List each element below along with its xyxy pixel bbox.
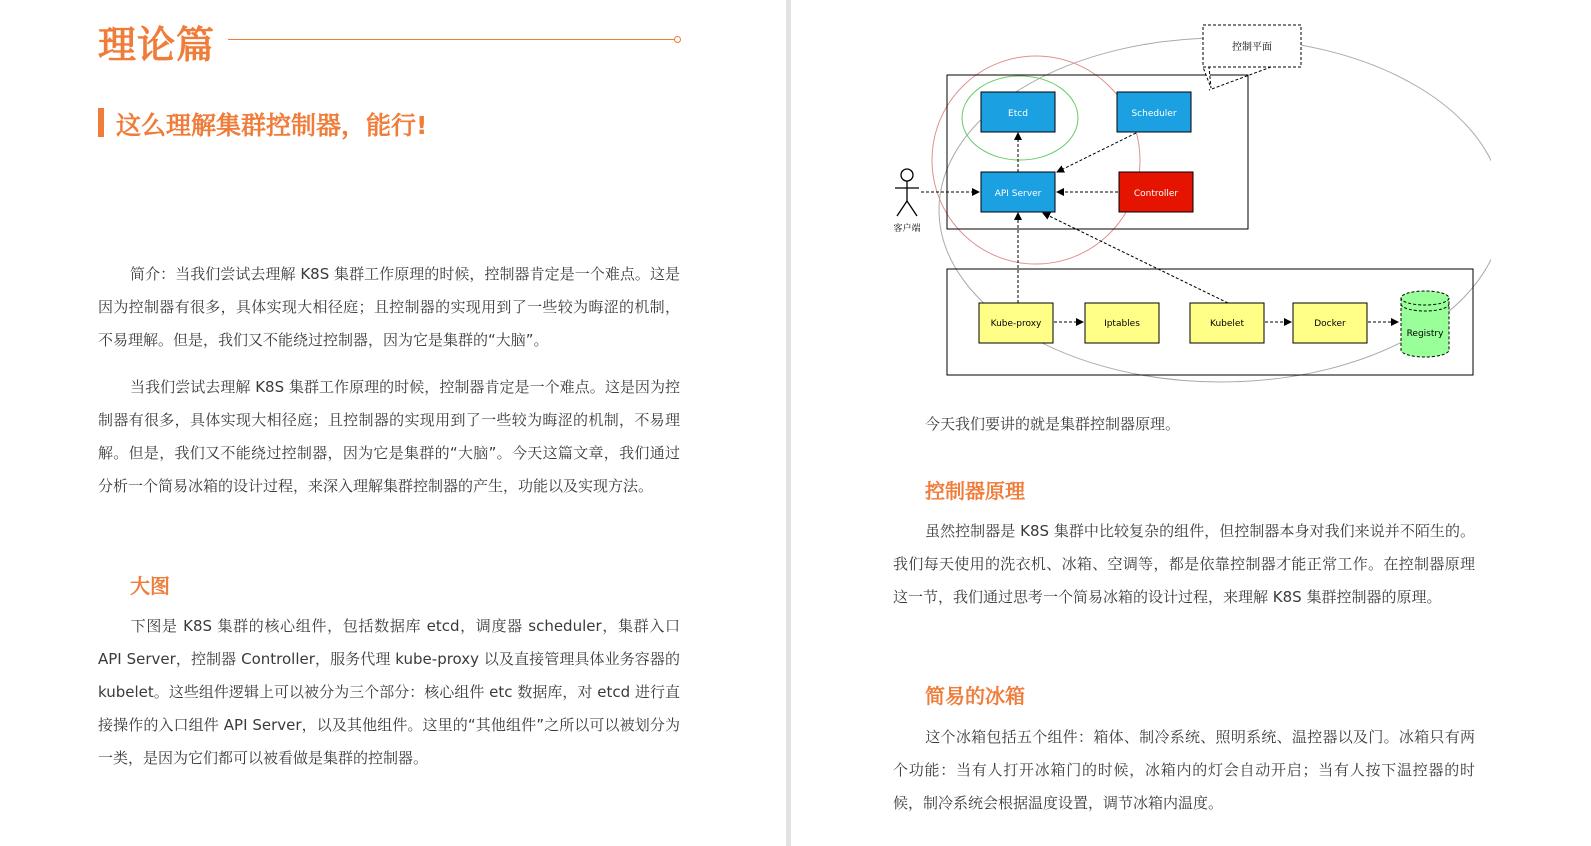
controller-loop-ellipse: [932, 56, 1140, 264]
docker-node: [1293, 303, 1367, 343]
subhead-big-picture: 大图: [130, 574, 170, 598]
svg-text:Etcd: Etcd: [1008, 109, 1028, 119]
chapter-title: 理论篇: [98, 23, 216, 67]
client-label: 客户端: [893, 224, 921, 234]
chapter-rule-end-dot: [674, 36, 681, 43]
svg-text:Kubelet: Kubelet: [1210, 319, 1244, 329]
svg-text:Controller: Controller: [1133, 189, 1179, 199]
kubelet-node: [1190, 303, 1264, 343]
left-page: [0, 0, 786, 846]
svg-text:Kube-proxy: Kube-proxy: [990, 319, 1042, 329]
subhead-controller-principle: 控制器原理: [925, 479, 1025, 503]
svg-text:Docker: Docker: [1314, 319, 1346, 329]
intro-paragraph: 简介：当我们尝试去理解 K8S 集群工作原理的时候，控制器肯定是一个难点。这是因为控制器有很多，具体实现大相径庭；且控制器的实现用到了一些较为晦涩的机制，不易理解。但是，我们又不能绕过控制器，因为它是集群的“大脑”。: [98, 265, 680, 349]
section-accent-bar: [98, 108, 104, 137]
subhead-simple-fridge: 简易的冰箱: [925, 684, 1025, 708]
svg-text:Iptables: Iptables: [1104, 319, 1140, 329]
right-page: [791, 0, 1591, 846]
fridge-paragraph: 这个冰箱包括五个组件：箱体、制冷系统、照明系统、温控器以及门。冰箱只有两个功能：当有人打开冰箱门的时候，冰箱内的灯会自动开启；当有人按下温控器的时候，制冷系统会根据温度设置，调节冰箱内温度。: [893, 728, 1475, 812]
scheduler-node: [1117, 92, 1191, 132]
principle-paragraph: 虽然控制器是 K8S 集群中比较复杂的组件，但控制器本身对我们来说并不陌生的。我们每天使用的洗衣机、冰箱、空调等，都是依靠控制器才能正常工作。在控制器原理这一节，我们通过思考一个简易冰箱的设计过程，来理解 K8S 集群控制器的原理。: [893, 522, 1475, 606]
body-paragraph-3: 下图是 K8S 集群的核心组件，包括数据库 etcd，调度器 scheduler，集群入口 API Server，控制器 Controller，服务代理 kube-proxy 以及直接管理具体业务容器的 kubelet。这些组件逻辑上可以被分为三个部分：核心组件 etc 数据库，对 etcd 进行直接操作的入口组件 API Server，以及其他组件。这里的“其他组件”之所以可以被划分为一类，是因为它们都可以被看做是集群的控制器。: [98, 617, 680, 767]
svg-text:Registry: Registry: [1406, 329, 1444, 339]
iptables-node: [1085, 303, 1159, 343]
k8s-architecture-diagram: [891, 20, 1491, 390]
svg-text:API Server: API Server: [994, 189, 1042, 199]
body-paragraph-2: 当我们尝试去理解 K8S 集群工作原理的时候，控制器肯定是一个难点。这是因为控制器有很多，具体实现大相径庭；且控制器的实现用到了一些较为晦涩的机制，不易理解。但是，我们又不能绕过控制器，因为它是集群的“大脑”。今天这篇文章，我们通过分析一个简易冰箱的设计过程，来深入理解集群控制器的产生，功能以及实现方法。: [98, 378, 680, 495]
kube-proxy-node: [979, 303, 1053, 343]
api-server-node: [981, 172, 1055, 212]
today-paragraph: 今天我们要讲的就是集群控制器原理。: [925, 415, 1181, 433]
client-actor-icon: [895, 169, 919, 216]
section-title: 这么理解集群控制器，能行!: [116, 111, 428, 140]
svg-text:Scheduler: Scheduler: [1131, 109, 1177, 119]
chapter-title-rule: [228, 39, 676, 40]
etcd-node: [981, 92, 1055, 132]
controller-node: [1119, 172, 1193, 212]
registry-database-icon: [1401, 291, 1449, 357]
control-plane-label: 控制平面: [1232, 42, 1272, 53]
